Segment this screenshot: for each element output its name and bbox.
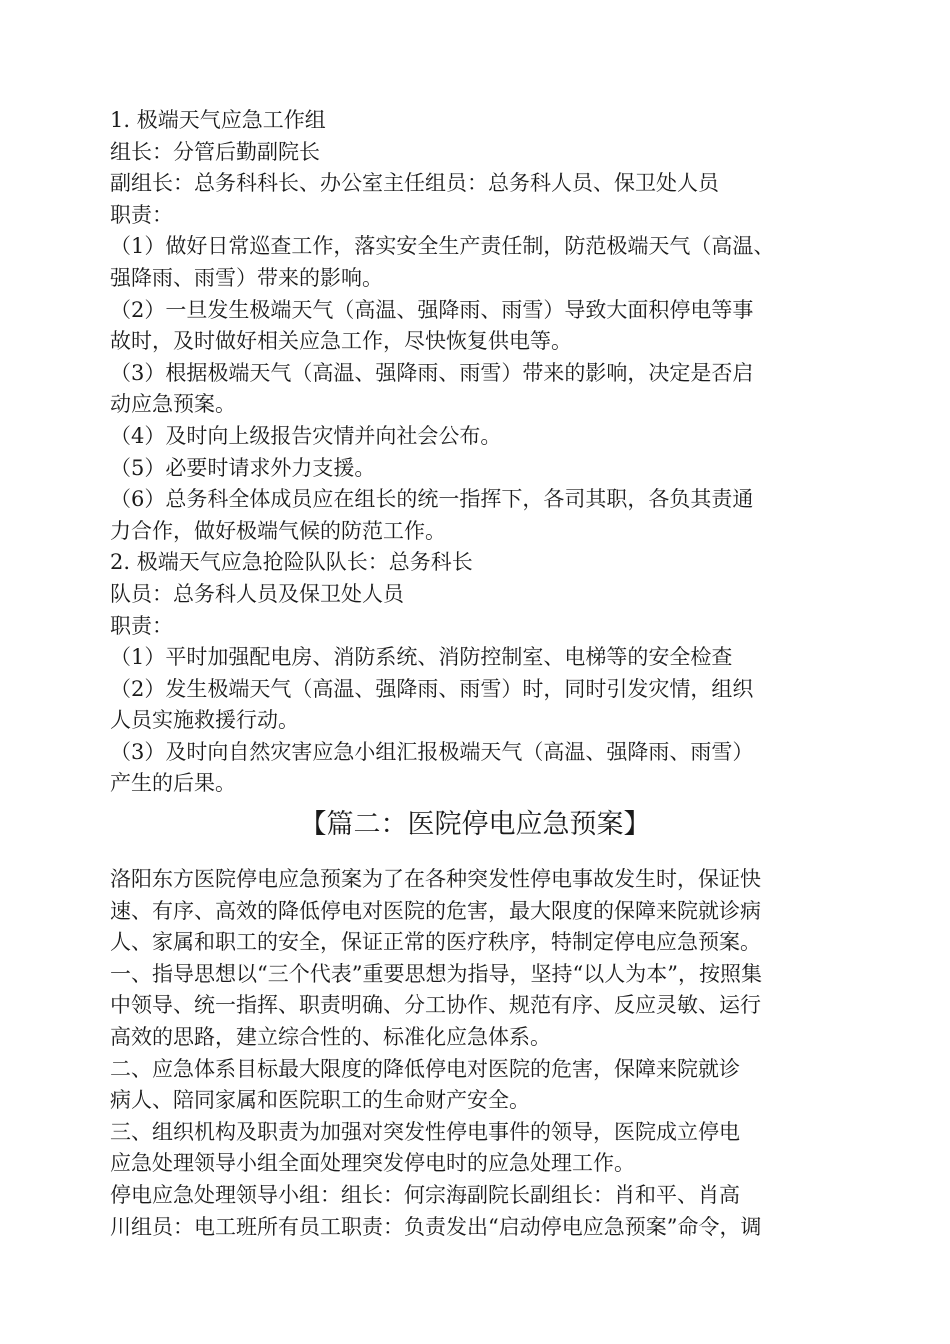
section-hospital-outage-plan [110, 864, 840, 1243]
section2-line-2: 速、有序、高效的降低停电对医院的危害，最大限度的保障来院就诊病 [110, 898, 761, 923]
section1-line-19: （2）发生极端天气（高温、强降雨、雨雪）时，同时引发灾情，组织 [110, 676, 754, 701]
section1-line-13: （6）总务科全体成员应在组长的统一指挥下，各司其职，各负其责通 [110, 487, 754, 512]
section1-line-20: 人员实施救援行动。 [110, 708, 299, 733]
section2-line-1: 洛阳东方医院停电应急预案为了在各种突发性停电事故发生时，保证快 [110, 867, 761, 892]
section2-line-9: 三、组织机构及职责为加强对突发性停电事件的领导，医院成立停电 [110, 1119, 740, 1144]
section1-line-22: 产生的后果。 [110, 771, 236, 796]
section1-line-5: （1）做好日常巡查工作，落实安全生产责任制，防范极端天气（高温、 [110, 234, 775, 259]
section2-line-10: 应急处理领导小组全面处理突发停电时的应急处理工作。 [110, 1151, 635, 1176]
section2-heading: 【篇二：医院停电应急预案】 [299, 809, 651, 841]
section2-line-5: 中领导、统一指挥、职责明确、分工协作、规范有序、反应灵敏、运行 [110, 993, 761, 1018]
section1-line-4: 职责： [110, 202, 173, 227]
section2-line-4: 一、指导思想以“三个代表”重要思想为指导，坚持“以人为本”，按照集 [110, 961, 762, 986]
section1-line-7: （2）一旦发生极端天气（高温、强降雨、雨雪）导致大面积停电等事 [110, 297, 754, 322]
section1-line-1: 1. 极端天气应急工作组 [110, 108, 326, 132]
section2-line-6: 高效的思路，建立综合性的、标准化应急体系。 [110, 1025, 551, 1050]
section2-line-8: 病人、陪同家属和医院职工的生命财产安全。 [110, 1088, 530, 1113]
section1-line-3: 副组长：总务科科长、办公室主任组员：总务科人员、保卫处人员 [110, 171, 719, 196]
section1-line-2: 组长：分管后勤副院长 [110, 139, 320, 164]
section1-line-15: 2. 极端天气应急抢险队队长：总务科长 [110, 550, 473, 575]
section1-line-6: 强降雨、雨雪）带来的影响。 [110, 265, 383, 290]
section1-line-16: 队员：总务科人员及保卫处人员 [110, 581, 404, 606]
section2-line-11: 停电应急处理领导小组：组长：何宗海副院长副组长：肖和平、肖高 [110, 1183, 740, 1207]
section1-line-18: （1）平时加强配电房、消防系统、消防控制室、电梯等的安全检查 [110, 645, 733, 670]
section1-line-8: 故时，及时做好相关应急工作，尽快恢复供电等。 [110, 329, 572, 354]
section2-line-12: 川组员：电工班所有员工职责：负责发出“启动停电应急预案”命令，调 [110, 1214, 762, 1239]
document-page [110, 105, 840, 1243]
section-extreme-weather [110, 105, 840, 800]
section1-line-17: 职责： [110, 613, 173, 638]
section2-line-3: 人、家属和职工的安全，保证正常的医疗秩序，特制定停电应急预案。 [110, 930, 761, 955]
section1-line-21: （3）及时向自然灾害应急小组汇报极端天气（高温、强降雨、雨雪） [110, 739, 754, 764]
section1-line-9: （3）根据极端天气（高温、强降雨、雨雪）带来的影响，决定是否启 [110, 360, 754, 385]
section1-line-14: 力合作，做好极端气候的防范工作。 [110, 518, 446, 543]
section1-line-11: （4）及时向上级报告灾情并向社会公布。 [110, 423, 502, 448]
section2-line-7: 二、应急体系目标最大限度的降低停电对医院的危害，保障来院就诊 [110, 1056, 740, 1081]
section1-line-10: 动应急预案。 [110, 392, 236, 417]
section1-line-12: （5）必要时请求外力支援。 [110, 455, 376, 480]
